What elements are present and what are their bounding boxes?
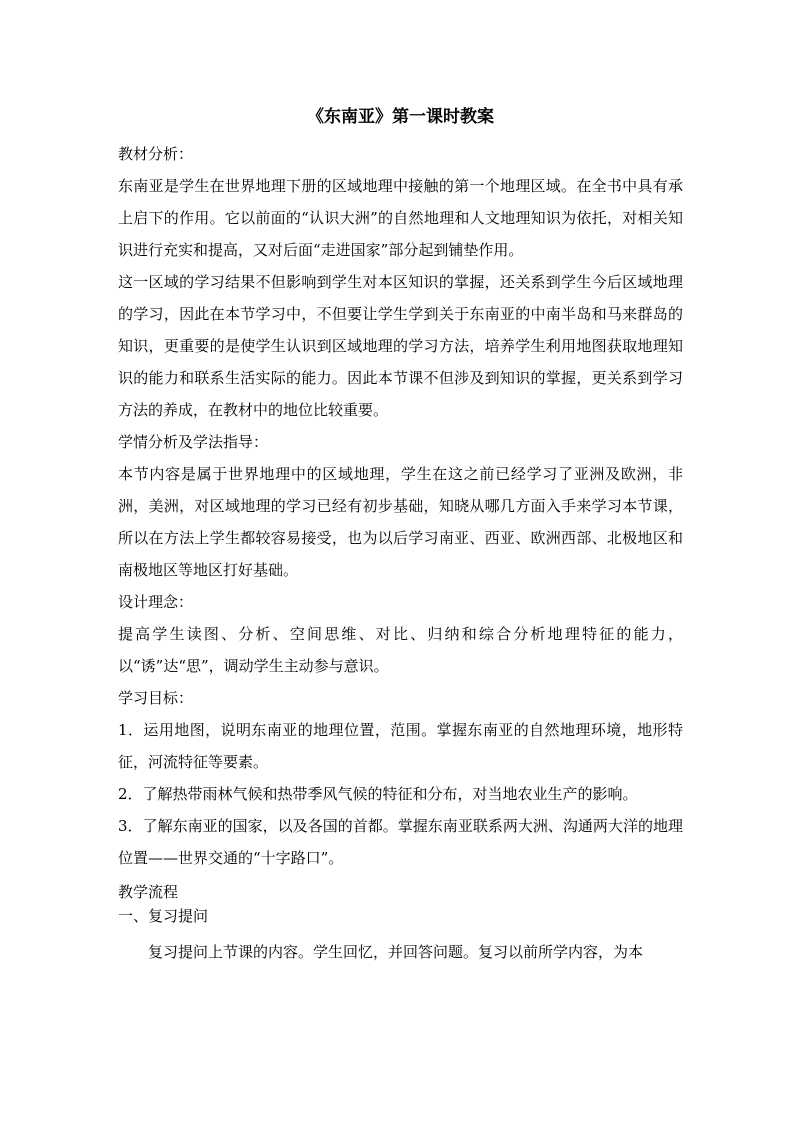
paragraph-review-questions: 复习提问上节课的内容。学生回忆，并回答问题。复习以前所学内容，为本 — [148, 943, 644, 961]
document-title: 《东南亚》第一课时教案 — [307, 107, 494, 127]
paragraph-textbook-analysis-1: 东南亚是学生在世界地理下册的区域地理中接触的第一个地理区域。在全书中具有承上启下的作用。它以前面的“认识大洲”的自然地理和人文地理知识为依托，对相关知识进行充实和提高，又对后面“走进国家”部分起到铺垫作用。 — [118, 177, 683, 259]
heading-learning-objectives: 学习目标： — [118, 689, 194, 707]
objective-1: 1．运用地图，说明东南亚的地理位置，范围。掌握东南亚的自然地理环境，地形特征，河流特征等要素。 — [118, 721, 683, 771]
heading-textbook-analysis: 教材分析： — [118, 145, 194, 163]
objective-2: 2．了解热带雨林气候和热带季风气候的特征和分布，对当地农业生产的影响。 — [118, 785, 638, 803]
heading-learner-analysis: 学情分析及学法指导： — [118, 433, 269, 451]
heading-review-questions: 一、复习提问 — [118, 907, 209, 925]
paragraph-design-concept: 提高学生读图、分析、空间思维、对比、归纳和综合分析地理特征的能力，以“诱”达“思”，调动学生主动参与意识。 — [118, 625, 683, 675]
paragraph-textbook-analysis-2: 这一区域的学习结果不但影响到学生对本区知识的掌握，还关系到学生今后区域地理的学习，因此在本节学习中，不但要让学生学到关于东南亚的中南半岛和马来群岛的知识，更重要的是使学生认识到区域地理的学习方法，培养学生利用地图获取地理知识的能力和联系生活实际的能力。因此本节课不但涉及到知识的掌握，更关系到学习方法的养成，在教材中的地位比较重要。 — [118, 273, 683, 419]
paragraph-learner-analysis: 本节内容是属于世界地理中的区域地理，学生在这之前已经学习了亚洲及欧洲，非洲，美洲，对区域地理的学习已经有初步基础，知晓从哪几方面入手来学习本节课，所以在方法上学生都较容易接受，也为以后学习南亚、西亚、欧洲西部、北极地区和南极地区等地区打好基础。 — [118, 465, 683, 579]
heading-design-concept: 设计理念： — [118, 593, 194, 611]
objective-3: 3．了解东南亚的国家，以及各国的首都。掌握东南亚联系两大洲、沟通两大洋的地理位置——世界交通的“十字路口”。 — [118, 817, 683, 867]
document-page — [118, 100, 683, 968]
heading-teaching-flow: 教学流程 — [118, 883, 179, 901]
